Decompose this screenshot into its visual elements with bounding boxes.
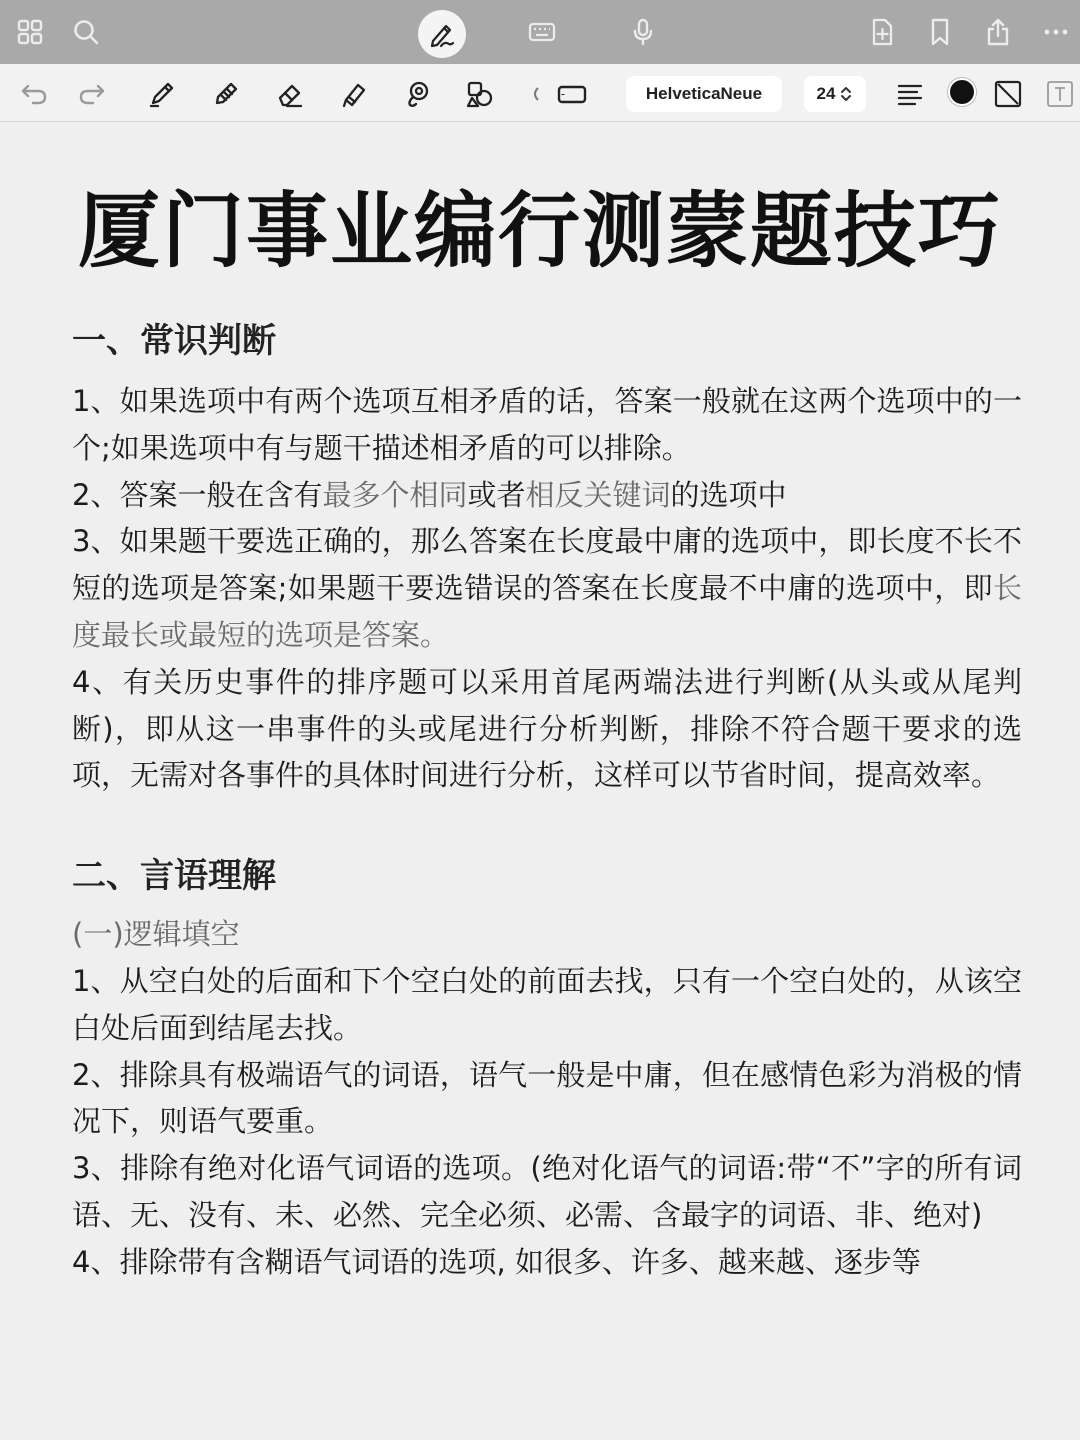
editing-toolbar [0,64,1080,122]
keyboard-icon[interactable] [522,12,562,52]
more-icon[interactable] [1036,12,1076,52]
highlighted-text: 长度最长或最短的选项是答案。 [72,571,1022,652]
highlighter-icon[interactable] [334,74,374,114]
text-run: 2、答案一般在含有 [72,477,323,512]
divider-bracket [524,74,544,114]
paragraph: 1、从空白处的后面和下个空白处的前面去找，只有一个空白处的，从该空白处后面到结尾去找。 [72,963,1022,1045]
top-app-bar [0,0,1080,64]
document-title: 厦门事业编行测蒙题技巧 [77,184,1002,279]
subheading-logic-fill: (一)逻辑填空 [72,917,240,952]
share-icon[interactable] [978,12,1018,52]
paragraph: 1、如果选项中有两个选项互相矛盾的话，答案一般就在这两个选项中的一个;如果选项中有与题干描述相矛盾的可以排除。 [72,384,1022,465]
text-color-swatch[interactable] [948,78,976,106]
shapes-icon[interactable] [460,74,500,114]
text-style-icon[interactable] [1040,74,1080,114]
document-body [72,318,1022,1286]
redo-icon[interactable] [72,74,112,114]
font-family-selector[interactable]: HelveticaNeue [626,76,782,112]
section-heading-verbal-comprehension: 二、言语理解 [72,856,276,897]
eraser-icon[interactable] [270,74,310,114]
chevron-updown-icon [839,85,853,103]
paragraph: 3、排除有绝对化语气词语的选项。(绝对化语气的词语:带“不”字的所有词语、无、没有、未、必然、完全必须、必需、含最字的词语、非、绝对) [72,1151,1022,1232]
text-background-icon[interactable] [988,74,1028,114]
highlighted-text: 最多个相同 [322,477,468,512]
font-size-selector[interactable] [804,76,866,112]
add-page-icon[interactable] [862,12,902,52]
mic-icon[interactable] [623,12,663,52]
paragraph [72,518,1022,658]
highlighted-text: 相反关键词 [525,477,671,512]
undo-icon[interactable] [14,74,54,114]
text-run: 的选项中 [670,477,787,512]
grid-icon[interactable] [10,12,50,52]
paragraph: 4、有关历史事件的排序题可以采用首尾两端法进行判断(从头或从尾判断)，即从这一串事件的头或尾进行分析判断，排除不符合题干要求的选项，无需对各事件的具体时间进行分析，这样可以节省时间，提高效率。 [72,664,1022,793]
text-run: 或者 [467,477,526,512]
font-size-value: 24 [816,84,836,103]
document-page[interactable] [0,122,1080,1440]
lasso-icon[interactable] [398,74,438,114]
pen-tool-icon[interactable] [142,74,182,114]
pen-mode-button[interactable] [418,10,466,58]
pen-icon [427,19,457,49]
text-box-icon[interactable] [552,74,592,114]
pencil-tool-icon[interactable] [206,74,246,114]
section-heading-general-knowledge: 一、常识判断 [72,321,276,361]
paragraph: 2、排除具有极端语气的词语，语气一般是中庸，但在感情色彩为消极的情况下，则语气要重。 [72,1057,1022,1139]
text-run: 3、如果题干要选正确的，那么答案在长度最中庸的选项中，即长度不长不短的选项是答案;如果题干要选错误的答案在长度最不中庸的选项中，即 [72,524,1022,606]
search-icon[interactable] [66,12,106,52]
align-icon[interactable] [890,74,930,114]
paragraph: 4、排除带有含糊语气词语的选项, 如很多、许多、越来越、逐步等 [72,1244,921,1279]
paragraph [72,472,1022,519]
bookmark-icon[interactable] [920,12,960,52]
